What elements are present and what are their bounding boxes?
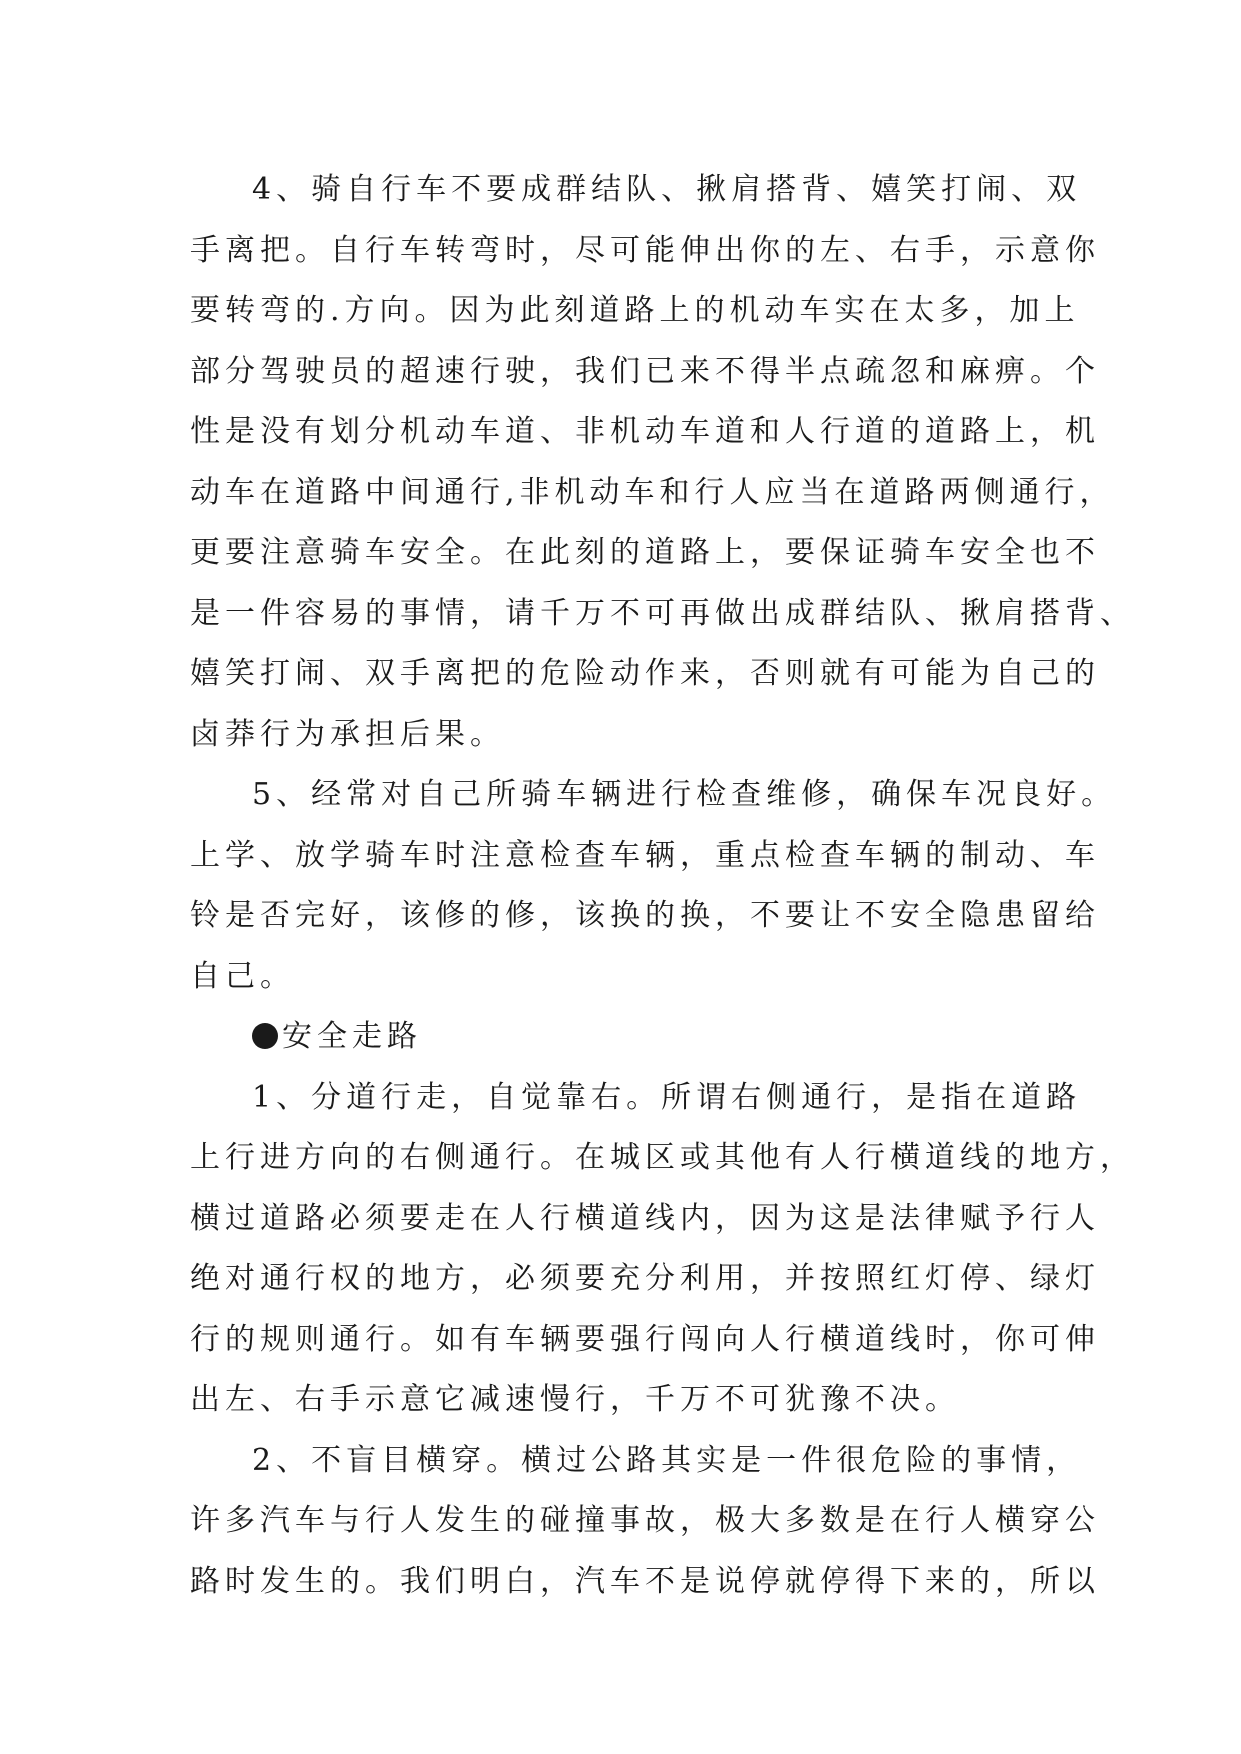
paragraph-4-line: 是一件容易的事情，请千万不可再做出成群结队、揪肩搭背、 xyxy=(190,595,1135,631)
walking-paragraph-1-line: 行的规则通行。如有车辆要强行闯向人行横道线时，你可伸 xyxy=(190,1321,1100,1357)
paragraph-4-line: 动车在道路中间通行,非机动车和行人应当在道路两侧通行， xyxy=(190,474,1115,510)
paragraph-4-line: 性是没有划分机动车道、非机动车道和人行道的道路上，机 xyxy=(190,414,1100,449)
paragraph-5-line: 5、经常对自己所骑车辆进行检查维修，确保车况良好。 xyxy=(252,777,1117,812)
paragraph-5-line: 上学、放学骑车时注意检查车辆，重点检查车辆的制动、车 xyxy=(190,837,1100,873)
walking-paragraph-1-line: 绝对通行权的地方，必须要充分利用，并按照红灯停、绿灯 xyxy=(190,1261,1100,1296)
paragraph-4-line: 要转弯的.方向。因为此刻道路上的机动车实在太多，加上 xyxy=(190,293,1080,328)
paragraph-5-line: 铃是否完好，该修的修，该换的换，不要让不安全隐患留给 xyxy=(190,898,1100,933)
section-heading xyxy=(190,1007,1050,1068)
walking-paragraph-2-line: 路时发生的。我们明白，汽车不是说停就停得下来的，所以 xyxy=(190,1563,1100,1599)
section-heading-text: 安全走路 xyxy=(282,1019,422,1054)
paragraph-4-line: 嬉笑打闹、双手离把的危险动作来，否则就有可能为自己的 xyxy=(190,656,1100,691)
paragraph-4-line: 部分驾驶员的超速行驶，我们已来不得半点疏忽和麻痹。个 xyxy=(190,353,1100,389)
paragraph-5-line: 自己。 xyxy=(190,958,295,994)
paragraph-4-line: 更要注意骑车安全。在此刻的道路上，要保证骑车安全也不 xyxy=(190,535,1100,570)
paragraph-4-line: 手离把。自行车转弯时，尽可能伸出你的左、右手，示意你 xyxy=(190,232,1100,268)
paragraph-4-line: 卤莽行为承担后果。 xyxy=(190,716,505,752)
walking-paragraph-1-line: 出左、右手示意它减速慢行，千万不可犹豫不决。 xyxy=(190,1382,960,1417)
bullet-dot-icon xyxy=(252,1023,278,1049)
document-body xyxy=(190,160,1135,1612)
walking-paragraph-1-line: 横过道路必须要走在人行横道线内，因为这是法律赋予行人 xyxy=(190,1200,1100,1236)
walking-paragraph-2-line: 2、不盲目横穿。横过公路其实是一件很危险的事情， xyxy=(252,1442,1082,1478)
paragraph-4-line: 4、骑自行车不要成群结队、揪肩搭背、嬉笑打闹、双 xyxy=(252,172,1082,207)
walking-paragraph-1-line: 上行进方向的右侧通行。在城区或其他有人行横道线的地方， xyxy=(190,1140,1135,1175)
walking-paragraph-1-line: 1、分道行走，自觉靠右。所谓右侧通行，是指在道路 xyxy=(252,1079,1082,1115)
walking-paragraph-2-line: 许多汽车与行人发生的碰撞事故，极大多数是在行人横穿公 xyxy=(190,1503,1100,1538)
